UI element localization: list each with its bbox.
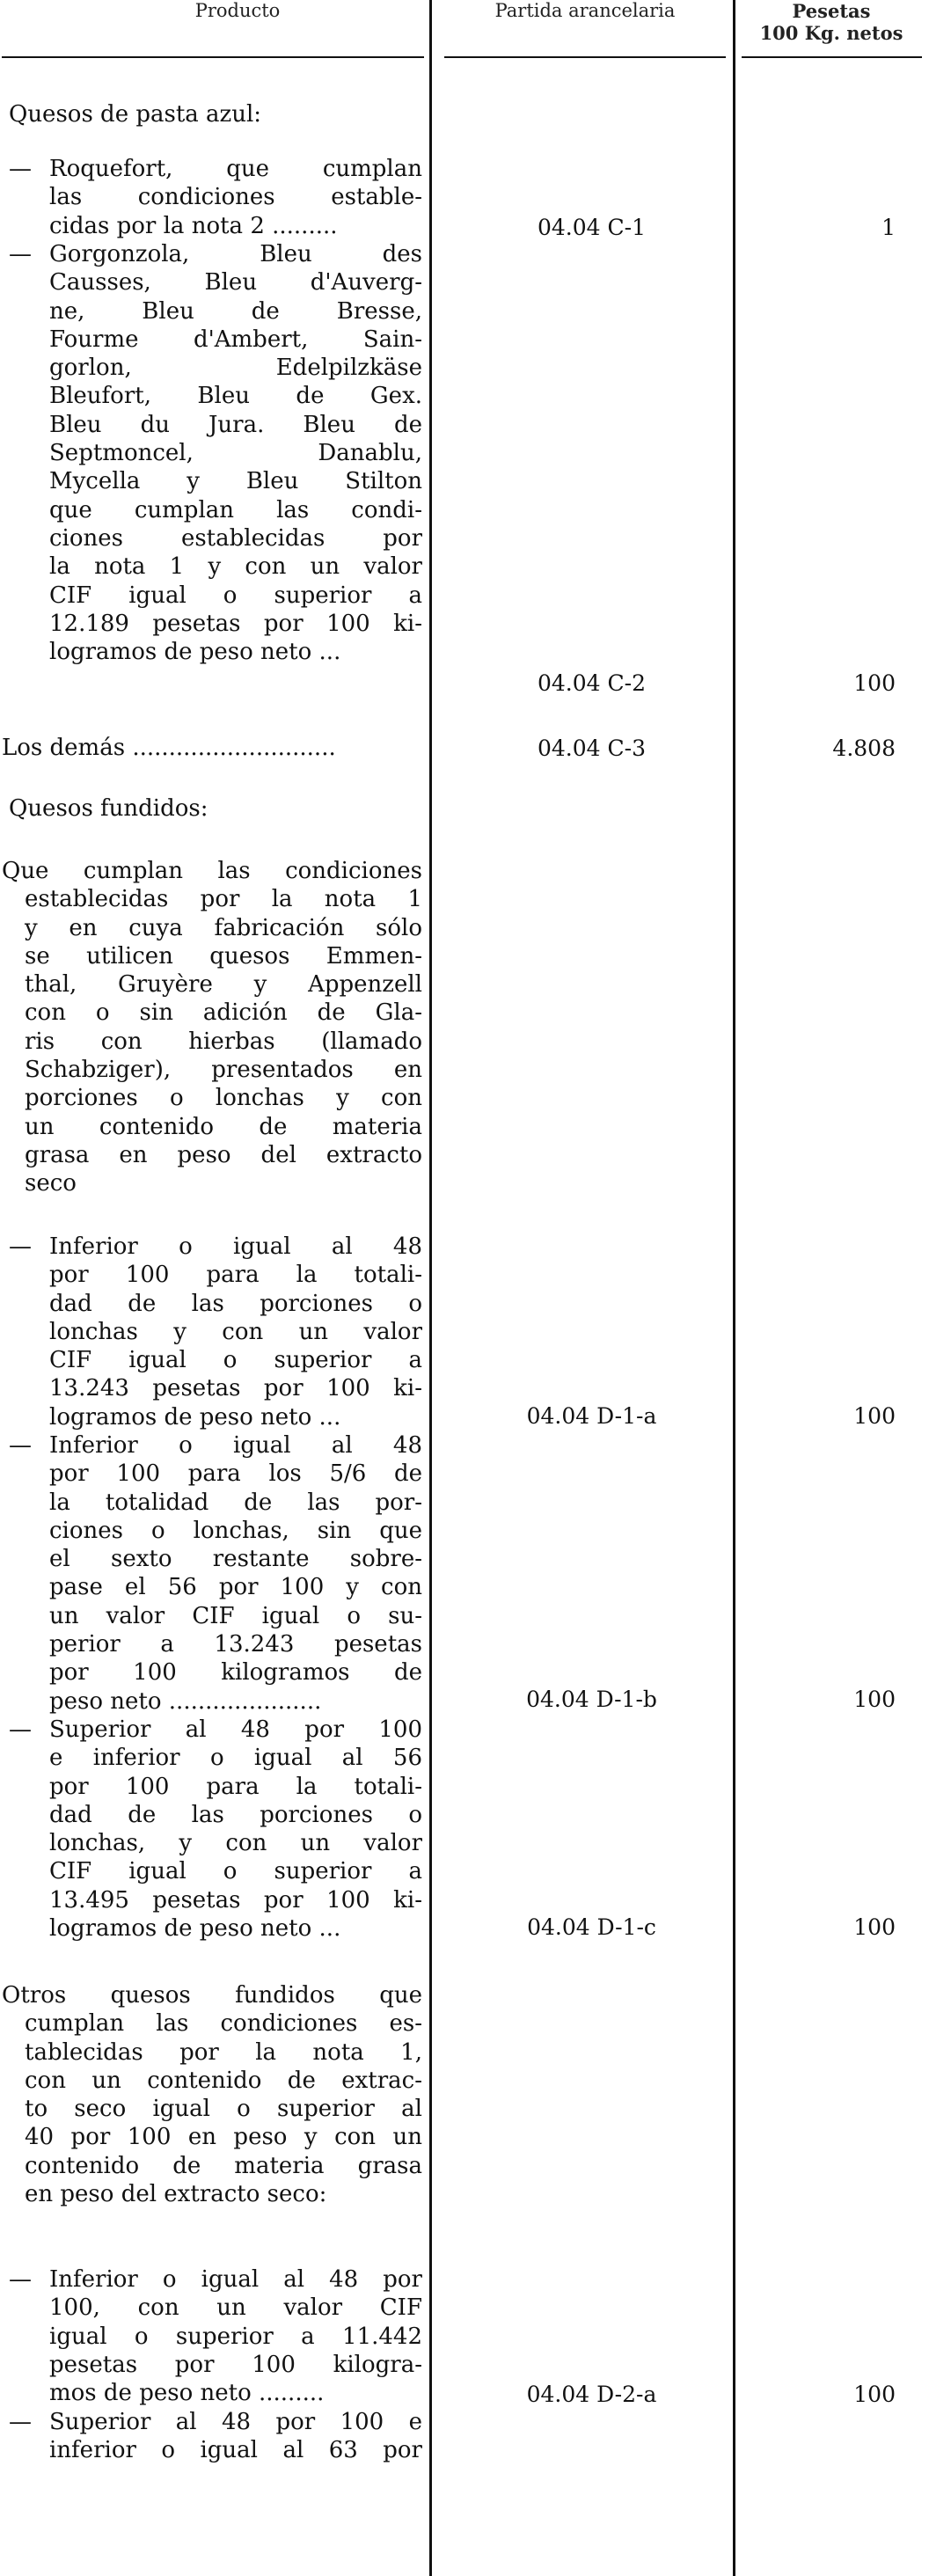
column-divider-1: [429, 0, 432, 2576]
item-line: que cumplan las condi-: [49, 496, 422, 523]
item-line: peso neto .....................: [49, 1687, 322, 1715]
item-line: lonchas, y con un valor: [49, 1830, 422, 1857]
d2a-item: [9, 2265, 422, 2407]
item-line: logramos de peso neto ...: [49, 639, 341, 666]
item-line: se utilicen quesos Emmen-: [25, 942, 422, 970]
item-line: porciones o lonchas y con: [25, 1085, 422, 1112]
item-line: perior a 13.243 pesetas: [49, 1631, 422, 1658]
header-producto: Producto: [194, 0, 281, 21]
item-line: CIF igual o superior a: [49, 582, 422, 609]
d1c-code: 04.04 D-1-c: [527, 1914, 656, 1940]
item-line: Bleu du Jura. Bleu de: [49, 411, 422, 438]
item-line: igual o superior a 11.442: [49, 2323, 422, 2350]
item-line: mos de peso neto .........: [49, 2380, 325, 2407]
gorgonzola-code: 04.04 C-2: [538, 670, 646, 696]
header-partida: Partida arancelaria: [494, 0, 676, 21]
item-line: 12.189 pesetas por 100 ki-: [49, 610, 422, 637]
item-line: — Superior al 48 por 100 e: [9, 2409, 422, 2435]
item-line: 40 por 100 en peso y con un: [25, 2124, 422, 2151]
d1c-item: [9, 1716, 422, 1943]
item-line: logramos de peso neto ...: [49, 1915, 341, 1943]
d1a-value: 100: [853, 1403, 896, 1429]
d1b-item: [9, 1431, 422, 1716]
item-line: cumplan las condiciones es-: [25, 2010, 422, 2038]
fundidos-intro: [2, 857, 422, 1198]
item-line: lonchas y con un valor: [49, 1318, 422, 1345]
demas-code: 04.04 C-3: [538, 735, 646, 761]
item-line: Septmoncel, Danablu,: [49, 440, 422, 467]
azul-title: Quesos de pasta azul:: [9, 101, 262, 128]
item-line: un contenido de materia: [25, 1113, 422, 1140]
demas-value: 4.808: [832, 735, 896, 761]
item-line: — Inferior o igual al 48 por: [9, 2266, 422, 2293]
gorgonzola-value: 100: [853, 670, 896, 696]
item-line: en peso del extracto seco:: [25, 2181, 327, 2208]
d2a-value: 100: [853, 2382, 896, 2407]
item-line: — Superior al 48 por 100: [9, 1716, 422, 1743]
d2a-code: 04.04 D-2-a: [526, 2382, 657, 2407]
item-line: con un contenido de extrac-: [25, 2067, 422, 2094]
item-line: CIF igual o superior a: [49, 1858, 422, 1885]
header-rule-2: [444, 56, 726, 58]
item-line: Schabziger), presentados en: [25, 1057, 422, 1084]
item-line: ne, Bleu de Bresse,: [49, 297, 422, 325]
item-line: pesetas por 100 kilogra-: [49, 2351, 422, 2378]
item-line: por 100 kilogramos de: [49, 1659, 422, 1687]
item-line: la totalidad de las por-: [49, 1489, 422, 1516]
item-line: — Inferior o igual al 48: [9, 1432, 422, 1459]
d1c-value: 100: [853, 1914, 896, 1940]
item-line: — Gorgonzola, Bleu des: [9, 241, 422, 267]
item-line: y en cuya fabricación sólo: [25, 914, 422, 941]
item-line: tablecidas por la nota 1,: [25, 2038, 422, 2066]
item-line: un valor CIF igual o su-: [49, 1602, 422, 1629]
gorgonzola-item: [9, 240, 422, 666]
item-line: CIF igual o superior a: [49, 1347, 422, 1374]
item-line: Que cumplan las condiciones: [2, 858, 422, 884]
d2b-item: [9, 2408, 422, 2465]
roquefort-item: [9, 155, 422, 240]
item-line: Mycella y Bleu Stilton: [49, 468, 422, 495]
item-line: por 100 para los 5/6 de: [49, 1460, 422, 1488]
item-line: ciones o lonchas, sin que: [49, 1517, 422, 1544]
roquefort-value: 1: [881, 215, 896, 240]
item-line: dad de las porciones o: [49, 1290, 422, 1317]
item-line: con o sin adición de Gla-: [25, 999, 422, 1027]
roquefort-code: 04.04 C-1: [538, 215, 646, 240]
item-line: — Inferior o igual al 48: [9, 1233, 422, 1260]
item-line: inferior o igual al 63 por: [49, 2437, 422, 2464]
header-pesetas-line1: Pesetas: [792, 0, 871, 22]
item-line: logramos de peso neto ...: [49, 1403, 341, 1431]
item-line: 100, con un valor CIF: [49, 2294, 422, 2322]
item-line: la nota 1 y con un valor: [49, 553, 422, 581]
item-line: Causses, Bleu d'Auverg-: [49, 269, 422, 296]
item-line: thal, Gruyère y Appenzell: [25, 971, 422, 999]
item-line: pase el 56 por 100 y con: [49, 1574, 422, 1601]
item-line: ciones establecidas por: [49, 524, 422, 552]
item-line: establecidas por la nota 1: [25, 886, 422, 913]
item-line: gorlon, Edelpilzkäse: [49, 355, 422, 382]
item-line: el sexto restante sobre-: [49, 1546, 422, 1573]
item-line: cidas por la nota 2 .........: [49, 212, 338, 239]
item-line: Fourme d'Ambert, Sain-: [49, 326, 422, 353]
item-line: seco: [25, 1170, 77, 1197]
header-rule-3: [742, 56, 922, 58]
item-line: ris con hierbas (llamado: [25, 1028, 422, 1055]
otros-intro: [2, 1981, 422, 2208]
item-line: Bleufort, Bleu de Gex.: [49, 383, 422, 410]
d1b-value: 100: [853, 1687, 896, 1712]
item-line: contenido de materia grasa: [25, 2152, 422, 2179]
d1b-code: 04.04 D-1-b: [526, 1687, 657, 1712]
item-line: 13.243 pesetas por 100 ki-: [49, 1375, 422, 1402]
demas-item: Los demás ............................: [2, 735, 336, 761]
fundidos-title: Quesos fundidos:: [9, 795, 208, 822]
d1a-item: [9, 1233, 422, 1431]
item-line: Otros quesos fundidos que: [2, 1982, 422, 2009]
item-line: dad de las porciones o: [49, 1801, 422, 1828]
column-divider-2: [733, 0, 735, 2576]
d1a-code: 04.04 D-1-a: [526, 1403, 657, 1429]
header-rule-1: [2, 56, 424, 58]
item-line: e inferior o igual al 56: [49, 1745, 422, 1772]
item-line: grasa en peso del extracto: [25, 1141, 422, 1168]
header-pesetas-line2: 100 Kg. netos: [759, 22, 903, 44]
item-line: por 100 para la totali-: [49, 1262, 422, 1289]
item-line: 13.495 pesetas por 100 ki-: [49, 1886, 422, 1914]
item-line: por 100 para la totali-: [49, 1773, 422, 1800]
item-line: — Roquefort, que cumplan: [9, 156, 422, 182]
header-pesetas: [739, 0, 924, 44]
item-line: las condiciones estable-: [49, 184, 422, 211]
item-line: to seco igual o superior al: [25, 2096, 422, 2123]
